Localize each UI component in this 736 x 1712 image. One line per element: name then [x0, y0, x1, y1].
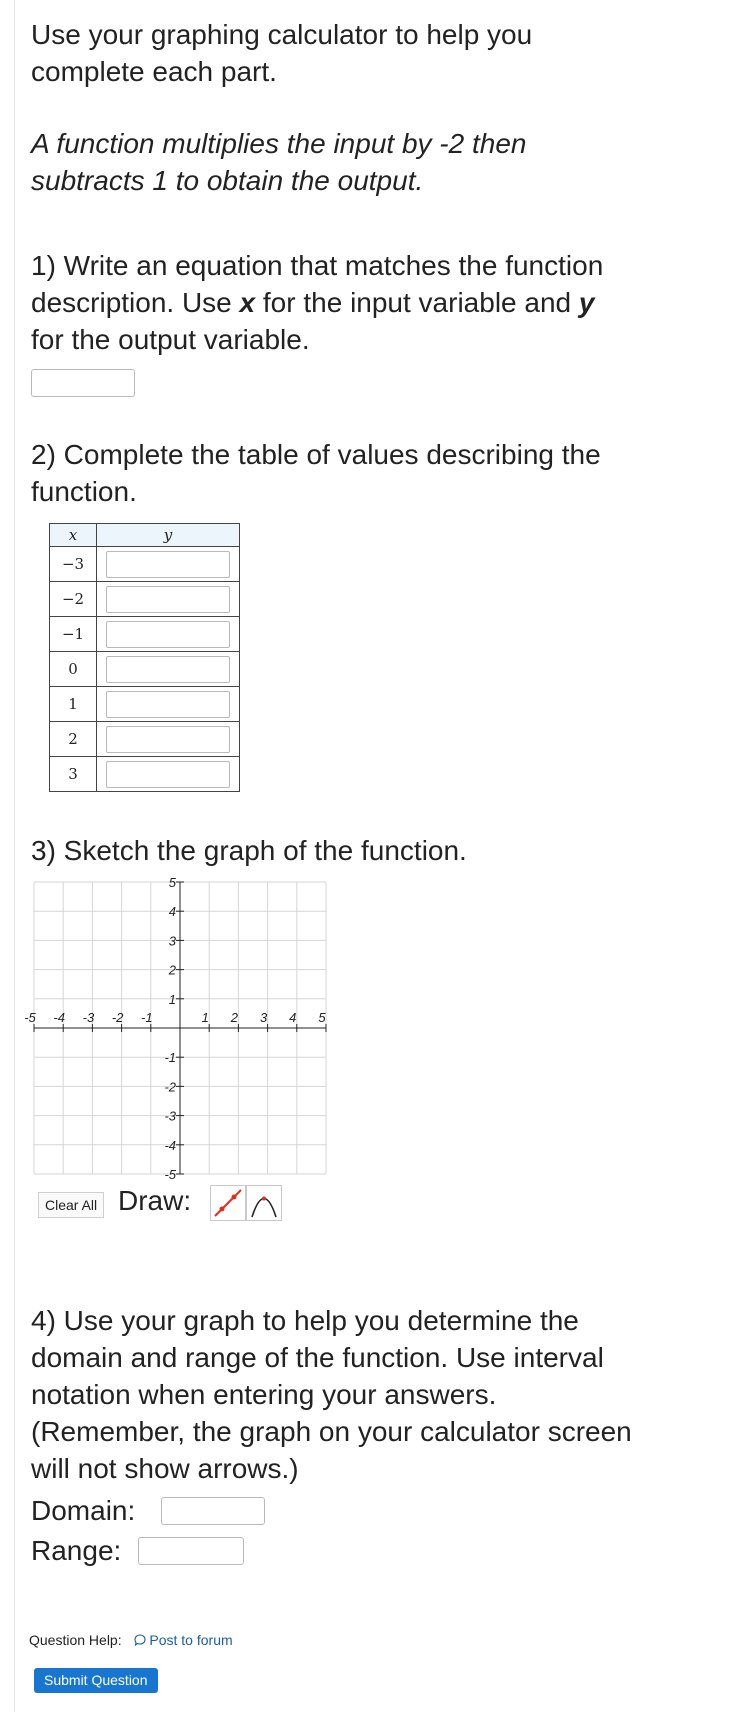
sketch-graph[interactable] — [24, 875, 330, 1182]
y-input[interactable] — [106, 586, 230, 613]
post-to-forum-label: Post to forum — [149, 1632, 233, 1648]
y-tick-label: -3 — [164, 1108, 176, 1124]
part1-line-1: 1) Write an equation that matches the function — [31, 250, 604, 281]
y-cell — [97, 687, 240, 722]
y-tick-label: 2 — [168, 962, 176, 978]
x-tick-label: 4 — [289, 1010, 297, 1025]
y-input[interactable] — [106, 656, 230, 683]
x-tick-label: -5 — [24, 1010, 36, 1025]
domain-input[interactable] — [161, 1497, 265, 1525]
question-help-label: Question Help: — [29, 1632, 122, 1648]
y-tick-label: 1 — [168, 991, 176, 1007]
y-input[interactable] — [106, 691, 230, 718]
y-cell — [97, 582, 240, 617]
y-tick-label: -2 — [164, 1079, 176, 1095]
x-tick-label: 3 — [259, 1010, 268, 1025]
table-row — [50, 757, 240, 792]
part1-line-2 — [31, 284, 594, 321]
table-row — [50, 687, 240, 722]
table-row — [50, 547, 240, 582]
range-label: Range: — [31, 1535, 122, 1566]
line-tool-button[interactable] — [210, 1185, 246, 1221]
var-x: x — [239, 287, 256, 318]
range-input[interactable] — [138, 1537, 244, 1565]
values-table — [49, 523, 240, 792]
y-tick-label: 4 — [168, 904, 176, 920]
description-line-1: A function multiplies the input by -2 then — [31, 128, 527, 159]
table-row — [50, 582, 240, 617]
part1-text-b: for the input variable and — [255, 287, 579, 318]
x-value: 2 — [50, 722, 97, 757]
x-value: −3 — [50, 547, 97, 582]
part4-line-4: (Remember, the graph on your calculator screen — [31, 1416, 632, 1447]
y-cell — [97, 652, 240, 687]
x-value: −2 — [50, 582, 97, 617]
y-input[interactable] — [106, 761, 230, 788]
col-header-y: y — [97, 524, 240, 547]
x-tick-label: 5 — [318, 1010, 326, 1025]
part2-line-1: 2) Complete the table of values describing the — [31, 439, 601, 470]
col-header-x: x — [50, 524, 97, 547]
intro-line-2: complete each part. — [31, 56, 277, 87]
x-tick-label: 2 — [230, 1010, 239, 1025]
parabola-tool-button[interactable] — [246, 1185, 282, 1221]
line-tool-icon — [211, 1186, 245, 1220]
parabola-tool-icon — [247, 1186, 281, 1220]
description-line-2: subtracts 1 to obtain the output. — [31, 165, 424, 196]
x-tick-label: -1 — [141, 1010, 153, 1025]
x-tick-label: -3 — [82, 1010, 95, 1025]
y-tick-label: -4 — [164, 1137, 176, 1153]
y-input[interactable] — [106, 551, 230, 578]
draw-label: Draw: — [118, 1185, 192, 1216]
equation-input[interactable] — [31, 369, 135, 397]
post-to-forum-link[interactable] — [134, 1632, 233, 1648]
x-tick-label: -4 — [53, 1010, 65, 1025]
part2-line-2: function. — [31, 476, 137, 507]
x-tick-label: 1 — [201, 1010, 209, 1025]
part4-line-1: 4) Use your graph to help you determine the — [31, 1305, 579, 1336]
y-tick-label: 5 — [168, 875, 176, 890]
var-y: y — [578, 287, 595, 318]
y-input[interactable] — [106, 621, 230, 648]
part4-line-5: will not show arrows.) — [31, 1453, 299, 1484]
submit-question-button[interactable]: Submit Question — [34, 1668, 158, 1693]
domain-label: Domain: — [31, 1495, 136, 1526]
y-tick-label: 3 — [168, 933, 176, 949]
table-row — [50, 722, 240, 757]
y-tick-label: -5 — [164, 1167, 176, 1182]
y-cell — [97, 757, 240, 792]
part4-line-2: domain and range of the function. Use interval — [31, 1342, 604, 1373]
table-row — [50, 617, 240, 652]
part4-line-3: notation when entering your answers. — [31, 1379, 497, 1410]
y-cell — [97, 722, 240, 757]
clear-all-button[interactable]: Clear All — [38, 1192, 104, 1218]
part1-line-3: for the output variable. — [31, 324, 310, 355]
question-help — [29, 1632, 233, 1648]
x-value: 3 — [50, 757, 97, 792]
intro-line-1: Use your graphing calculator to help you — [31, 19, 533, 50]
speech-bubble-icon — [134, 1634, 146, 1646]
part1-text-a: description. Use — [31, 287, 240, 318]
x-value: −1 — [50, 617, 97, 652]
x-value: 1 — [50, 687, 97, 722]
x-tick-label: -2 — [111, 1010, 124, 1025]
y-input[interactable] — [106, 726, 230, 753]
part3-title: 3) Sketch the graph of the function. — [31, 835, 467, 866]
page-left-border — [14, 0, 15, 1712]
y-cell — [97, 547, 240, 582]
y-tick-label: -1 — [164, 1050, 176, 1066]
x-value: 0 — [50, 652, 97, 687]
y-cell — [97, 617, 240, 652]
table-row — [50, 652, 240, 687]
table-header-row — [50, 524, 240, 547]
